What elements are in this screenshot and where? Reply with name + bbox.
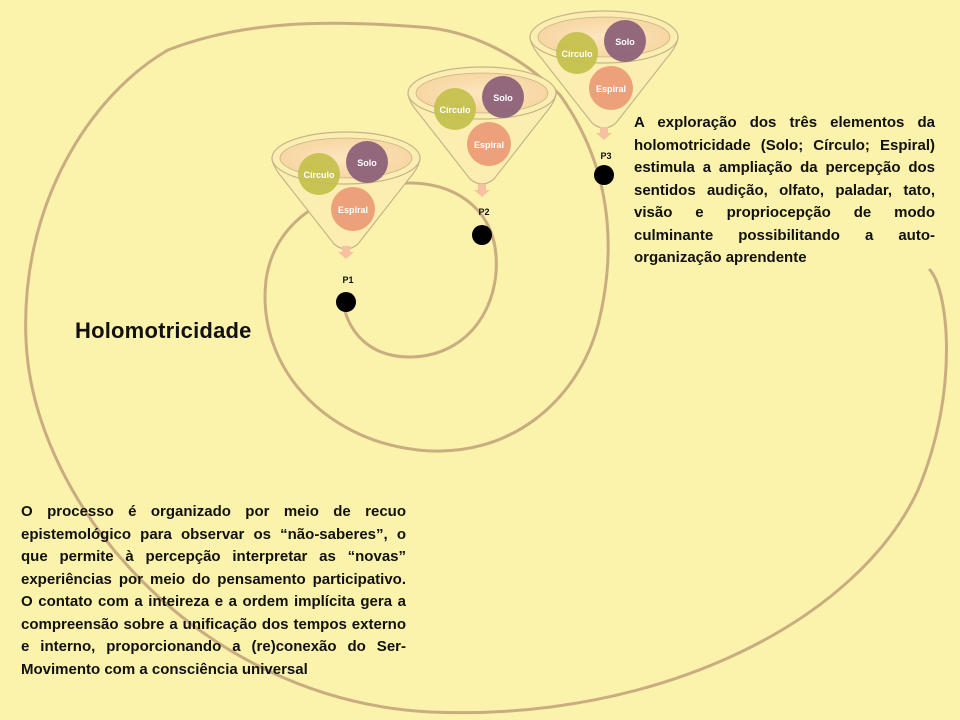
point-marker [472, 225, 492, 245]
label-espiral: Espiral [473, 140, 505, 150]
process-text: O processo é organizado por meio de recuo epistemológico para observar os “não-saberes”, o que permite à percepção interpretar as “novas” experiências por meio do pensamento participativo. O contato com a inteireza e a ordem implícita gera a compreensão sobre a unificação dos tempos externo e interno, proporcionando a (re)conexão do Ser-Movimento com a consciência universal [21, 503, 406, 678]
label-solo: Solo [357, 158, 377, 168]
point-marker [336, 292, 356, 312]
point-label: P2 [478, 207, 490, 217]
exploration-text: A exploração dos três elementos da holomotricidade (Solo; Círculo; Espiral) estimula a ampliação da percepção dos sentidos audição, olfato, paladar, tato, visão e propriocepção de modo culminante possibilitando a auto-organização aprendente [634, 114, 935, 266]
point-label: P3 [600, 151, 612, 161]
page-title: Holomotricidade [75, 318, 252, 343]
point-marker [594, 165, 614, 185]
label-circulo: Círculo [561, 49, 593, 59]
funnel-2 [408, 67, 556, 245]
label-solo: Solo [615, 37, 635, 47]
label-espiral: Espiral [595, 84, 627, 94]
label-circulo: Círculo [439, 105, 471, 115]
label-solo: Solo [493, 93, 513, 103]
down-arrow-icon [474, 184, 490, 197]
funnel-group [272, 11, 678, 312]
down-arrow-icon [596, 127, 612, 140]
label-espiral: Espiral [337, 205, 369, 215]
label-circulo: Círculo [303, 170, 335, 180]
point-label: P1 [342, 275, 354, 285]
